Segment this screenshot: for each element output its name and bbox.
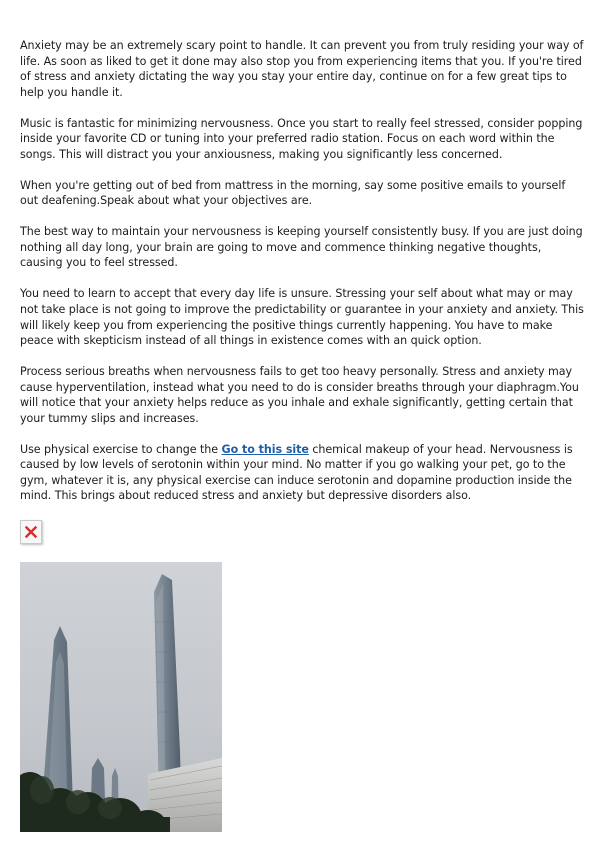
paragraph-7-end: chemical makeup of your head. Nervousness is caused by low levels of serotonin within your mind. No matter if you go walking your pet, go to the gym, whatever it is, any physical exercise can induce serotonin and dopamine production inside the mind. This brings about reduced stress and anxiety but depressive disorders also.	[20, 442, 573, 503]
paragraph-2: Music is fantastic for minimizing nervousness. Once you start to really feel stressed, consider popping inside your favorite CD or tuning into your preferred radio station. Focus on each word within the songs. This will distract you your anxiousness, making you significantly less concerned.	[20, 116, 583, 161]
paragraph-6: Process serious breaths when nervousness fails to get too heavy personally. Stress and anxiety may cause hyperventilation, instead what you need to do is consider breaths through your diaphragm.You will notice that your anxiety helps reduce as you inhale and exhale significantly, getting certain that your tummy slips and increases.	[20, 364, 579, 425]
paragraph-3: When you're getting out of bed from mattress in the morning, say some positive emails to yourself out deafening.Speak about what your objectives are.	[20, 178, 566, 208]
paragraph-5: You need to learn to accept that every day life is unsure. Stressing your self about what may or may not take place is not going to improve the predictability or guarantee in your anxiety and anxiety. This will likely keep you from experiencing the positive things currently happening. You have to make peace with skepticism instead of all things in existence comes with an quick option.	[20, 287, 584, 348]
article	[20, 38, 584, 832]
paragraph-7-start: Use physical exercise to change the	[20, 442, 222, 456]
broken-image-icon	[20, 520, 42, 544]
skyscrapers-photo	[20, 562, 222, 832]
paragraph-1: Anxiety may be an extremely scary point to handle. It can prevent you from truly residing your way of life. As soon as liked to get it done may also stop you from experiencing items that you. If you're tired of stress and anxiety dictating the way you stay your entire day, continue on for a few great tips to help you handle it.	[20, 39, 584, 99]
paragraph-4: The best way to maintain your nervousness is keeping yourself consistently busy. If you are just doing nothing all day long, your brain are going to move and commence thinking negative thoughts, causing you to feel stressed.	[20, 225, 583, 270]
paragraph-7	[20, 442, 584, 504]
go-to-this-site-link[interactable]: Go to this site	[221, 442, 309, 456]
